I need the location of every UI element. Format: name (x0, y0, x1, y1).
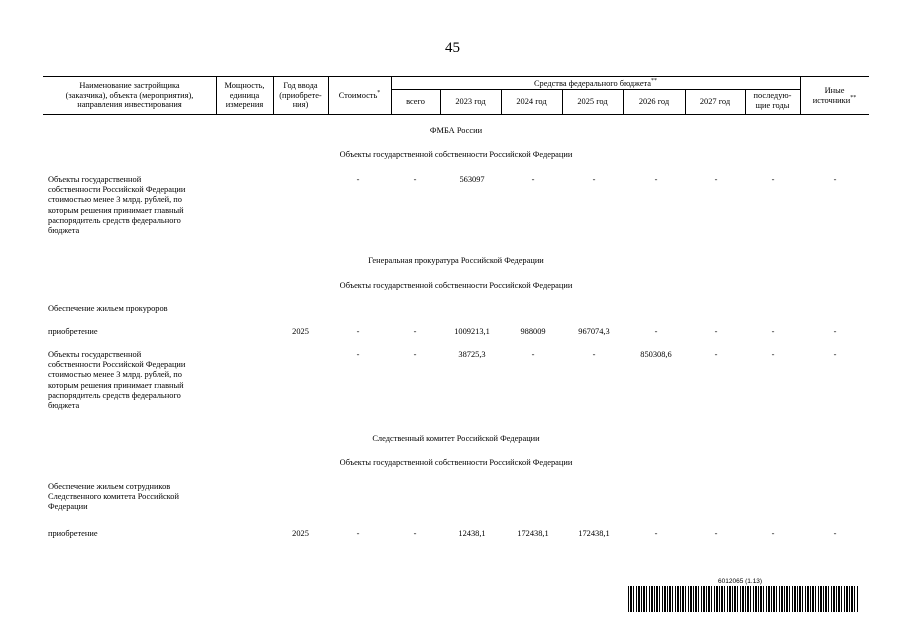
cell-2027: - (714, 175, 718, 184)
header-year-line: (приобрете- (279, 90, 322, 100)
cell-next-years: - (771, 327, 775, 336)
header-year (273, 81, 328, 110)
header-capacity-line: единица (229, 90, 260, 100)
cell-2024: 988009 (520, 327, 546, 336)
header-other-line: Иные (824, 86, 845, 95)
header-next-years (745, 91, 800, 110)
cell-2025: 967074,3 (578, 327, 610, 336)
cell-2026: 850308,6 (640, 350, 672, 359)
header-2025: 2025 год (577, 97, 608, 106)
header-cost (328, 91, 391, 101)
cell-2027: - (714, 529, 718, 538)
header-2026: 2026 год (638, 97, 670, 106)
row-label-line: бюджета (48, 401, 80, 411)
row-label (48, 529, 220, 539)
cell-other: - (833, 529, 837, 538)
row-label-line: стоимостью менее 3 млрд. рублей, по (48, 195, 182, 205)
header-2027: 2027 год (699, 97, 731, 106)
cell-cost: - (356, 327, 360, 336)
cell-2023: 38725,3 (458, 350, 486, 359)
cell-other: - (833, 175, 837, 184)
header-total: всего (406, 97, 425, 106)
row-label-line: Федерации (48, 502, 88, 512)
header-name-line: Наименование застройщика (79, 81, 180, 90)
section-title-fmba: ФМБА России (429, 126, 483, 135)
cell-cost: - (356, 175, 360, 184)
row-label-line: распорядитель средств федерального (48, 390, 181, 400)
cell-next-years: - (771, 529, 775, 538)
header-next-line: щие годы (755, 100, 790, 110)
row-label-line: приобретение (48, 529, 98, 538)
cell-total: - (413, 327, 417, 336)
row-label-line: приобретение (48, 327, 98, 336)
cell-year: 2025 (292, 529, 309, 538)
header-name-line: направления инвестирования (77, 100, 182, 109)
row-label-line: Следственного комитета Российской (48, 492, 179, 502)
cell-total: - (413, 350, 417, 359)
header-year-line: Год ввода (283, 81, 318, 90)
cell-2026: - (654, 175, 658, 184)
footnote-mark: ** (651, 78, 658, 85)
row-label-line: бюджета (48, 226, 80, 236)
section-title-sk: Следственный комитет Российской Федерации (372, 434, 540, 443)
cell-total: - (413, 175, 417, 184)
barcode-block (628, 578, 858, 612)
section-subtitle: Объекты государственной собственности Российской Федерации (339, 150, 573, 159)
cell-2025: - (592, 350, 596, 359)
row-label-line: Объекты государственной (48, 175, 142, 184)
cell-next-years: - (771, 350, 775, 359)
row-label-line: которым решения принимает главный (48, 380, 184, 390)
cell-2025: 172438,1 (578, 529, 610, 538)
cell-2024: - (531, 175, 535, 184)
row-label-line: Обеспечение жильем прокуроров (48, 304, 168, 313)
cell-cost: - (356, 350, 360, 359)
cell-2026: - (654, 529, 658, 538)
header-cost-label: Стоимость (338, 91, 378, 100)
cell-2026: - (654, 327, 658, 336)
header-other-line (800, 96, 869, 106)
row-label-line: которым решения принимает главный (48, 205, 184, 215)
row-label (48, 327, 220, 337)
row-label (48, 175, 220, 236)
header-other-sources (800, 86, 869, 105)
header-2023: 2023 год (455, 97, 486, 106)
table-header (43, 76, 869, 115)
header-name-line: (заказчика), объекта (мероприятия), (65, 90, 194, 100)
section-title-prokuratura: Генеральная прокуратура Российской Федерации (368, 256, 544, 265)
header-next-line: последую- (753, 91, 792, 100)
header-capacity (216, 81, 273, 110)
row-label (48, 304, 220, 314)
header-capacity-line: Мощность, (224, 81, 265, 90)
cell-2027: - (714, 327, 718, 336)
cell-other: - (833, 350, 837, 359)
header-other-label: источники (812, 95, 851, 105)
section-subtitle: Объекты государственной собственности Российской Федерации (339, 281, 573, 290)
row-label-line: собственности Российской Федерации (48, 185, 186, 195)
row-label-line: Обеспечение жильем сотрудников (48, 482, 171, 491)
cell-total: - (413, 529, 417, 538)
page-number: 45 (445, 40, 460, 56)
row-label-line: распорядитель средств федерального (48, 215, 181, 225)
cell-next-years: - (771, 175, 775, 184)
doc-code: 6012065 (1.13) (718, 578, 763, 585)
cell-2024: 172438,1 (517, 529, 549, 538)
row-label-line: собственности Российской Федерации (48, 360, 186, 370)
header-name (43, 81, 216, 110)
row-label (48, 482, 220, 513)
header-federal-budget (391, 79, 800, 89)
row-label-line: стоимостью менее 3 млрд. рублей, по (48, 370, 182, 380)
header-subline (391, 89, 800, 90)
row-label-line: Объекты государственной (48, 350, 142, 359)
cell-2027: - (714, 350, 718, 359)
cell-other: - (833, 327, 837, 336)
cell-2025: - (592, 175, 596, 184)
cell-year: 2025 (292, 327, 309, 336)
footnote-mark: * (377, 90, 381, 97)
cell-2023: 1009213,1 (454, 327, 490, 336)
cell-cost: - (356, 529, 360, 538)
footnote-mark: ** (850, 94, 857, 101)
header-2024: 2024 год (516, 97, 547, 106)
cell-2024: - (531, 350, 535, 359)
header-capacity-line: измерения (225, 100, 264, 109)
cell-2023: 563097 (459, 175, 485, 184)
row-label (48, 350, 220, 411)
header-federal-budget-label: Средства федерального бюджета (533, 79, 652, 88)
section-subtitle: Объекты государственной собственности Российской Федерации (339, 458, 573, 467)
cell-2023: 12438,1 (458, 529, 486, 538)
header-year-line: ния) (292, 100, 309, 109)
barcode-icon (628, 586, 858, 612)
